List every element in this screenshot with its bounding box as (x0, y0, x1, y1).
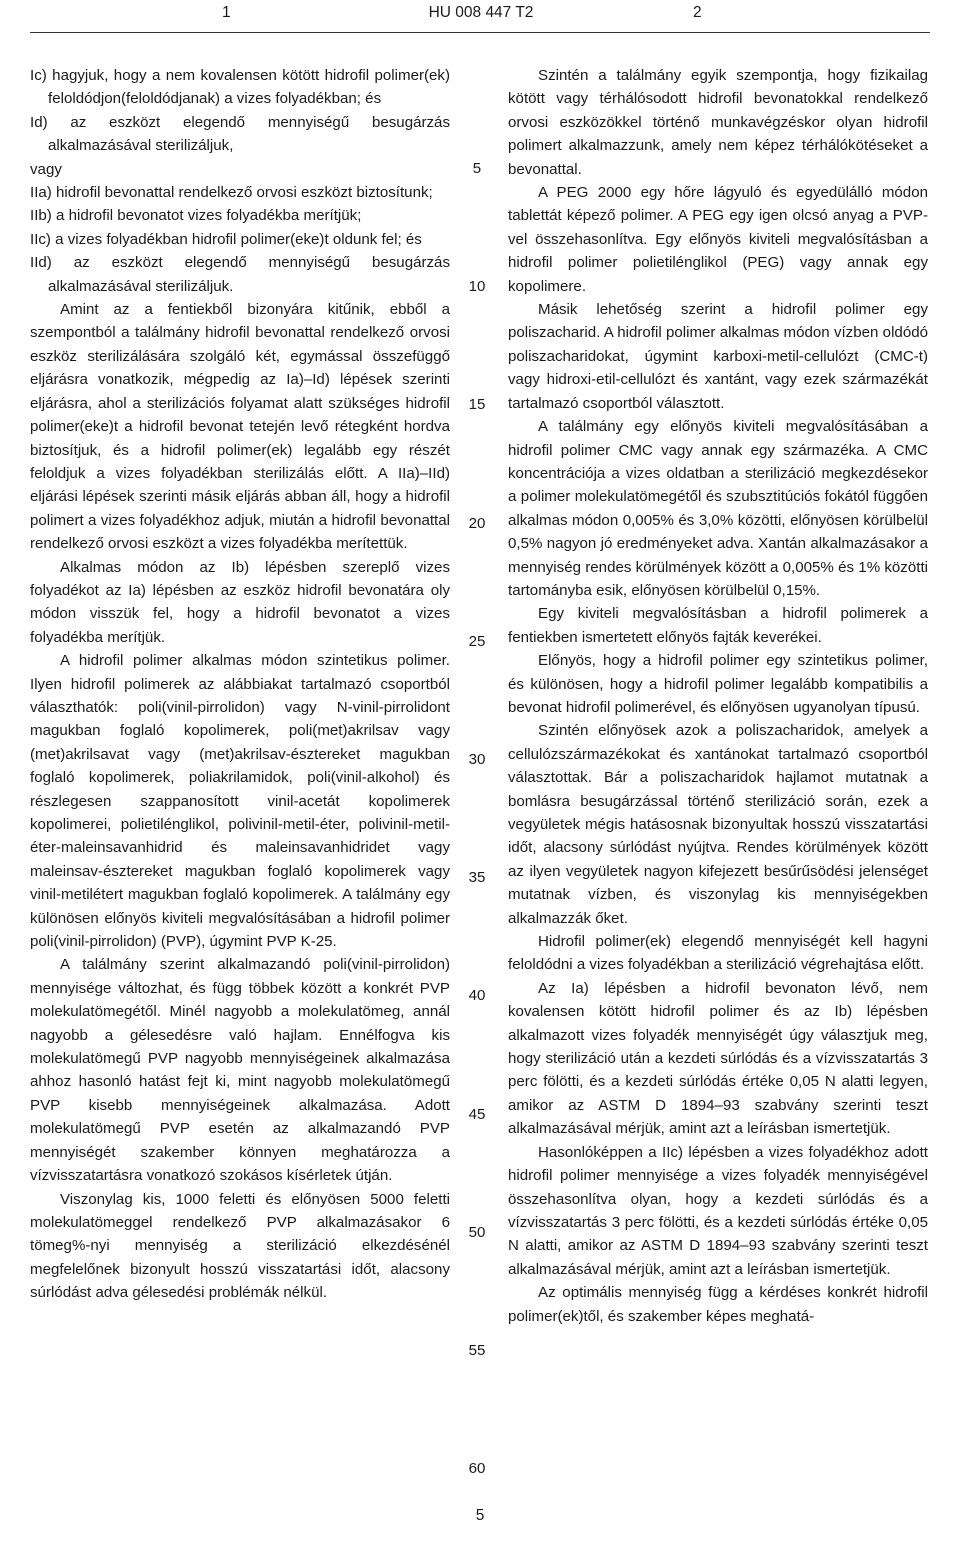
document-id: HU 008 447 T2 (428, 4, 534, 21)
right-text-column (508, 64, 928, 1328)
header-rule (30, 32, 930, 33)
paragraph: A hidrofil polimer alkalmas módon szintetikus polimer. Ilyen hidrofil polimerek az alábbiakat tartalmazó csoportból választhatók: poli(vinil-pirrolidon) vagy N-vinil-pirrolidont magukban foglaló kopolimerek, poli(met)akrilsav vagy (met)akrilsavat vagy (met)akrilsav-észtereket magukban foglaló kopolimerek, poliakrilamidok, poli(vinil-alkohol) és részlegesen szappanosított vinil-acetát kopolimerek kopolimerei, polietilénglikol, polivinil-metil-éter, polivinil-metil-éter-maleinsavanhidrid és maleinsavanhidridet vagy maleinsav-észtereket magukban foglaló kopolimerek vagy vinil-metilétert magukban foglaló kopolimerek. A találmány egy különösen előnyös kiviteli megvalósításában a hidrofil polimer poli(vinil-pirrolidon) (PVP), úgymint PVP K-25. (30, 652, 450, 951)
right-page-number: 2 (693, 4, 702, 21)
line-number: 50 (468, 1223, 486, 1241)
paragraph: Id) az eszközt elegendő mennyiségű besugárzás alkalmazásával sterilizáljuk, (30, 113, 450, 155)
line-number: 15 (468, 396, 486, 414)
line-number: 45 (468, 1105, 486, 1123)
paragraph: vagy (30, 160, 62, 178)
page-footer-number: 5 (475, 1507, 485, 1524)
line-number: 55 (468, 1342, 486, 1359)
paragraph: Szintén előnyösek azok a poliszacharidok, amelyek a cellulózszármazékokat és xantánokat tartalmazó csoportból választottak. Bár a poliszacharidok hajlamot mutatnak a bomlásra besugárzással történő sterilizáció során, ezek a vegyületek mégis hatásosnak bizonyultak hosszú visszatartási időt, alacsony súrlódást nyújtva. Rendes körülmények között az ilyen vegyületek nagyon kifejezett besűrűsödési jelenséget mutatnak vízben, és viszonylag kis mennyiségekben alkalmazzák őket. (508, 722, 928, 927)
paragraph: Az Ia) lépésben a hidrofil bevonaton lévő, nem kovalensen kötött hidrofil polimer és az Ib) lépésben alkalmazott vizes folyadék mennyiségét úgy választjuk meg, hogy sterilizáció után a kezdeti súrlódás és a vízvisszatartás 3 perc fölötti, és a kezdeti súrlódás értéke 0,05 N alatti legyen, amikor az ASTM D 1894–93 szabvány szerinti teszt alkalmazásával mérjük, amint azt a leírásban ismertetjük. (508, 979, 928, 1138)
paragraph: IIb) a hidrofil bevonatot vizes folyadékba merítjük; (30, 207, 362, 225)
paragraph: Alkalmas módon az Ib) lépésben szereplő vizes folyadékot az Ia) lépésben az eszköz hidrofil bevonatára oly módon visszük fel, hogy a hidrofil bevonatot a vizes folyadékba merítjük. (30, 558, 450, 646)
paragraph: IIc) a vizes folyadékban hidrofil polimer(eke)t oldunk fel; és (30, 230, 422, 248)
paragraph: Az optimális mennyiség függ a kérdéses konkrét hidrofil polimer(ek)től, és szakember képes meghatá- (508, 1284, 928, 1325)
paragraph: IIa) hidrofil bevonattal rendelkező orvosi eszközt biztosítunk; (30, 184, 433, 202)
paragraph: A találmány szerint alkalmazandó poli(vinil-pirrolidon) mennyisége változhat, és függ többek között a konkrét PVP molekulatömegétől. Minél nagyobb a molekulatömeg, annál nagyobb a gélesedésre való hajlam. Ennélfogva kis molekulatömegű PVP nagyobb mennyiségeinek alkalmazása ahhoz hasonló hatást fejt ki, mint nagyobb molekulatömegű PVP kisebb mennyiségeinek alkalmazása. Adott molekulatömegű PVP esetén az alkalmazandó PVP mennyiségét szakember könnyen meghatározza a vízvisszatartásra vonatkozó szokásos kísérletek útján. (30, 956, 450, 1185)
line-number: 30 (468, 751, 486, 768)
paragraph: A találmány egy előnyös kiviteli megvalósításában a hidrofil polimer CMC vagy annak egy származéka. A CMC koncentrációja a vizes oldatban a sterilizáció megkezdésekor a polimer molekulatömegétől és szubsztitúciós fokától függően alkalmas módon 0,005% és 3,0% közötti, előnyösen körülbelül 0,5% nagyon jó eredményeket adva. Xantán alkalmazásakor a mennyiség rendes körülmények között a 0,005% és 1% közötti tartományba esik, előnyösen körülbelül 0,15%. (508, 418, 928, 599)
paragraph: Hidrofil polimer(ek) elegendő mennyiségét kell hagyni feloldódni a vizes folyadékban a sterilizáció végrehajtása előtt. (508, 933, 928, 974)
paragraph: Amint az a fentiekből bizonyára kitűnik, ebből a szempontból a találmány hidrofil bevonattal rendelkező orvosi eszköz sterilizálására szolgáló két, egymással összefüggő eljárásra vonatkozik, mégpedig az Ia)–Id) lépések szerinti eljárásra, ahol a sterilizációs folyamat alatt szükséges hidrofil polimer(eke)t a hidrofil bevonat tetején levő rétegként hordva biztosítjuk, és a hidrofil polimer(ek) legalább egy részét feloldjuk a vizes folyadékban sterilizálás előtt. A IIa)–IId) eljárási lépések szerinti másik eljárás abban áll, hogy a hidrofil polimert a vizes folyadékhoz adjuk, miután a hidrofil bevonattal rendelkező orvosi eszközt a vizes folyadékba merítettük. (30, 301, 450, 553)
left-page-number: 1 (222, 4, 231, 21)
paragraph: Előnyös, hogy a hidrofil polimer egy szintetikus polimer, és különösen, hogy a hidrofil polimer legalább kompatibilis a bevonat hidrofil polimerével, és előnyösen ugyanolyan típusú. (508, 652, 928, 716)
paragraph: Egy kiviteli megvalósításban a hidrofil polimerek a fentiekben ismertetett előnyös fajták keverékei. (508, 605, 928, 646)
line-number: 20 (468, 514, 486, 532)
line-number: 10 (468, 278, 486, 296)
paragraph: IId) az eszközt elegendő mennyiségű besugárzás alkalmazásával sterilizáljuk. (30, 254, 450, 295)
paragraph: Másik lehetőség szerint a hidrofil polimer egy poliszacharid. A hidrofil polimer alkalmas módon vízben oldódó poliszacharidokat, úgymint karboxi-metil-cellulózt (CMC-t) vagy hidroxi-etil-cellulózt és xantánt, vagy ezek származékát tartalmazó csoportból választott. (508, 301, 928, 412)
line-number: 25 (468, 632, 486, 650)
paragraph: Szintén a találmány egyik szempontja, hogy fizikailag kötött vagy térhálósodott hidrofil bevonatokkal rendelkező orvosi eszközökkel történő munkavégzéskor olyan hidrofil polimert alkalmazzunk, amely nem képez térhálókötéseket a bevonattal. (508, 67, 928, 178)
paragraph: Ic) hagyjuk, hogy a nem kovalensen kötött hidrofil polimer(ek) feloldódjon(feloldódjanak) a vizes folyadékban; és (30, 67, 450, 108)
paragraph: Viszonylag kis, 1000 feletti és előnyösen 5000 feletti molekulatömeggel rendelkező PVP alkalmazásakor 6 tömeg%-nyi mennyiség a sterilizáció elkezdésénél megfelelőnek bizonyult hosszú visszatartási időt, alacsony súrlódást adva gélesedési problémák nélkül. (30, 1190, 450, 1302)
line-number: 5 (472, 160, 482, 177)
paragraph: A PEG 2000 egy hőre lágyuló és egyedülálló módon tablettát képező polimer. A PEG egy igen olcsó anyag a PVP-vel összehasonlítva. Egy előnyös kiviteli megvalósításban a hidrofil polimer polietilénglikol (PEG) vagy annak egy kopolimere. (508, 184, 928, 295)
line-number: 60 (468, 1460, 486, 1478)
line-number: 35 (468, 869, 486, 887)
line-number: 40 (468, 987, 486, 1005)
paragraph: Hasonlóképpen a IIc) lépésben a vizes folyadékhoz adott hidrofil polimer mennyisége a vizes folyadék mennyiségével összehasonlítva olyan, hogy a kezdeti súrlódás és a vízvisszatartás 3 perc fölötti, és a kezdeti súrlódás értéke 0,05 N alatti, amikor az ASTM D 1894–93 szabvány szerinti teszt alkalmazásával mérjük, amint azt a leírásban ismertetjük. (508, 1143, 928, 1278)
left-text-column (30, 64, 450, 1305)
